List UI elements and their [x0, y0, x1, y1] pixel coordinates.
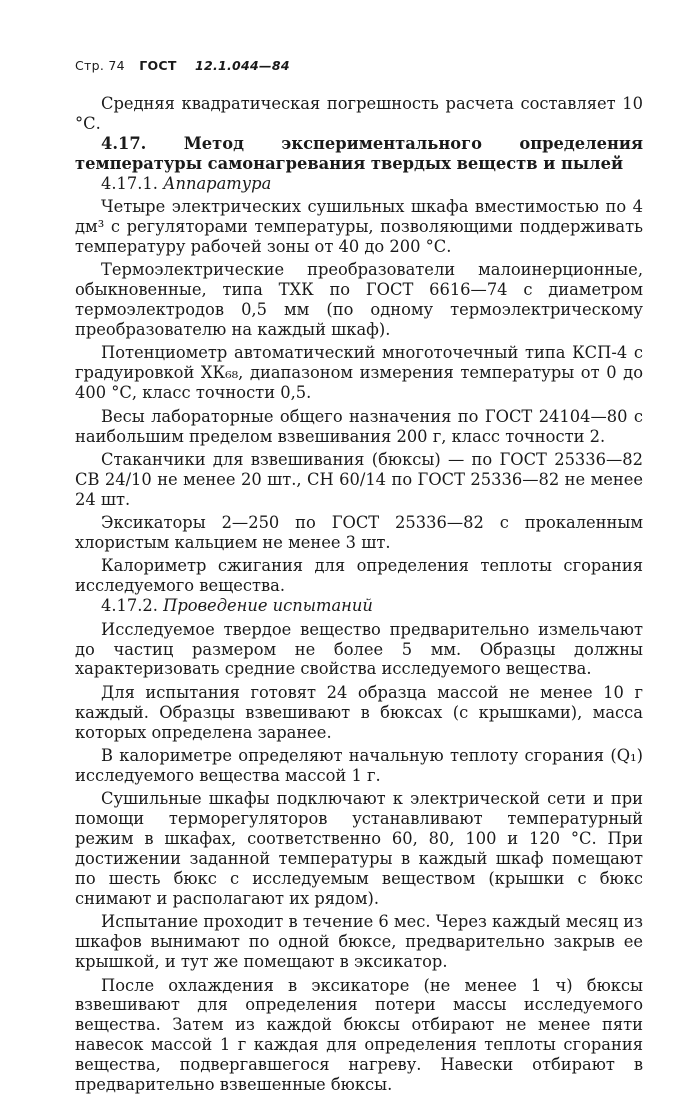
paragraph-error: Средняя квадратическая погрешность расчета составляет 10 °С. [75, 94, 643, 133]
paragraph: Потенциометр автоматический многоточечный типа КСП-4 с градуировкой ХК₆₈, диапазоном измерения температуры от 0 до 400 °С, класс точности 0,5. [75, 343, 643, 403]
subsection-title: Проведение испытаний [163, 596, 373, 616]
paragraph: В калориметре определяют начальную теплоту сгорания (Q₁) исследуемого вещества массой 1 г. [75, 746, 643, 785]
document-page [75, 58, 643, 1095]
paragraph: Для испытания готовят 24 образца массой не менее 10 г каждый. Образцы взвешивают в бюксах (с крышками), масса которых определена заранее. [75, 682, 643, 742]
paragraph: Весы лабораторные общего назначения по ГОСТ 24104—80 с наибольшим пределом взвешивания 200 г, класс точности 2. [75, 406, 643, 446]
subsection-number: 4.17.1. [101, 173, 158, 193]
page-number: Стр. 74 [75, 58, 125, 73]
paragraph: Калориметр сжигания для определения теплоты сгорания исследуемого вещества. [75, 556, 643, 596]
paragraph: Термоэлектрические преобразователи малоинерционные, обыкновенные, типа ТХК по ГОСТ 6616—74 с диаметром термоэлектродов 0,5 мм (по одному термоэлектрическому преобразователю на каждый шкаф). [75, 260, 643, 339]
standard-number: 12.1.044—84 [194, 58, 290, 73]
paragraph: Исследуемое твердое вещество предварительно измельчают до частиц размером не более 5 мм. Образцы должны характеризовать средние свойства исследуемого вещества. [75, 619, 643, 679]
subsection-title: Аппаратура [163, 173, 272, 193]
paragraph: Сушильные шкафы подключают к электрической сети и при помощи терморегуляторов устанавливают температурный режим в шкафах, соответственно 60, 80, 100 и 120 °С. При достижении заданной температуры в каждый шкаф помещают по шесть бюкс с исследуемым веществом (крышки с бюкс снимают и располагают их рядом). [75, 789, 643, 908]
paragraph: Четыре электрических сушильных шкафа вместимостью по 4 дм³ с регуляторами температуры, позволяющими поддерживать температуру рабочей зоны от 40 до 200 °С. [75, 197, 643, 256]
standard-label: ГОСТ [139, 58, 177, 73]
page-header [75, 58, 643, 80]
section-title: 4.17. Метод экспериментального определения температуры самонагревания твердых веществ и пылей [75, 133, 643, 173]
paragraph: Стаканчики для взвешивания (бюксы) — по ГОСТ 25336—82 СВ 24/10 не менее 20 шт., СН 60/14 по ГОСТ 25336—82 не менее 24 шт. [75, 449, 643, 509]
subsection-number: 4.17.2. [101, 596, 158, 616]
paragraph: После охлаждения в эксикаторе (не менее 1 ч) бюксы взвешивают для определения потери массы исследуемого вещества. Затем из каждой бюксы отбирают не менее пяти навесок массой 1 г каждая для определения теплоты сгорания вещества, подвергавшегося нагреву. Навески отбирают в предварительно взвешенные бюксы. [75, 975, 643, 1095]
paragraph: Испытание проходит в течение 6 мес. Через каждый месяц из шкафов вынимают по одной бюксе, предварительно закрыв ее крышкой, и тут же помещают в эксикатор. [75, 912, 643, 972]
subsection-testing [75, 596, 643, 616]
subsection-equipment [75, 174, 643, 194]
paragraph: Эксикаторы 2—250 по ГОСТ 25336—82 с прокаленным хлористым кальцием не менее 3 шт. [75, 513, 643, 553]
